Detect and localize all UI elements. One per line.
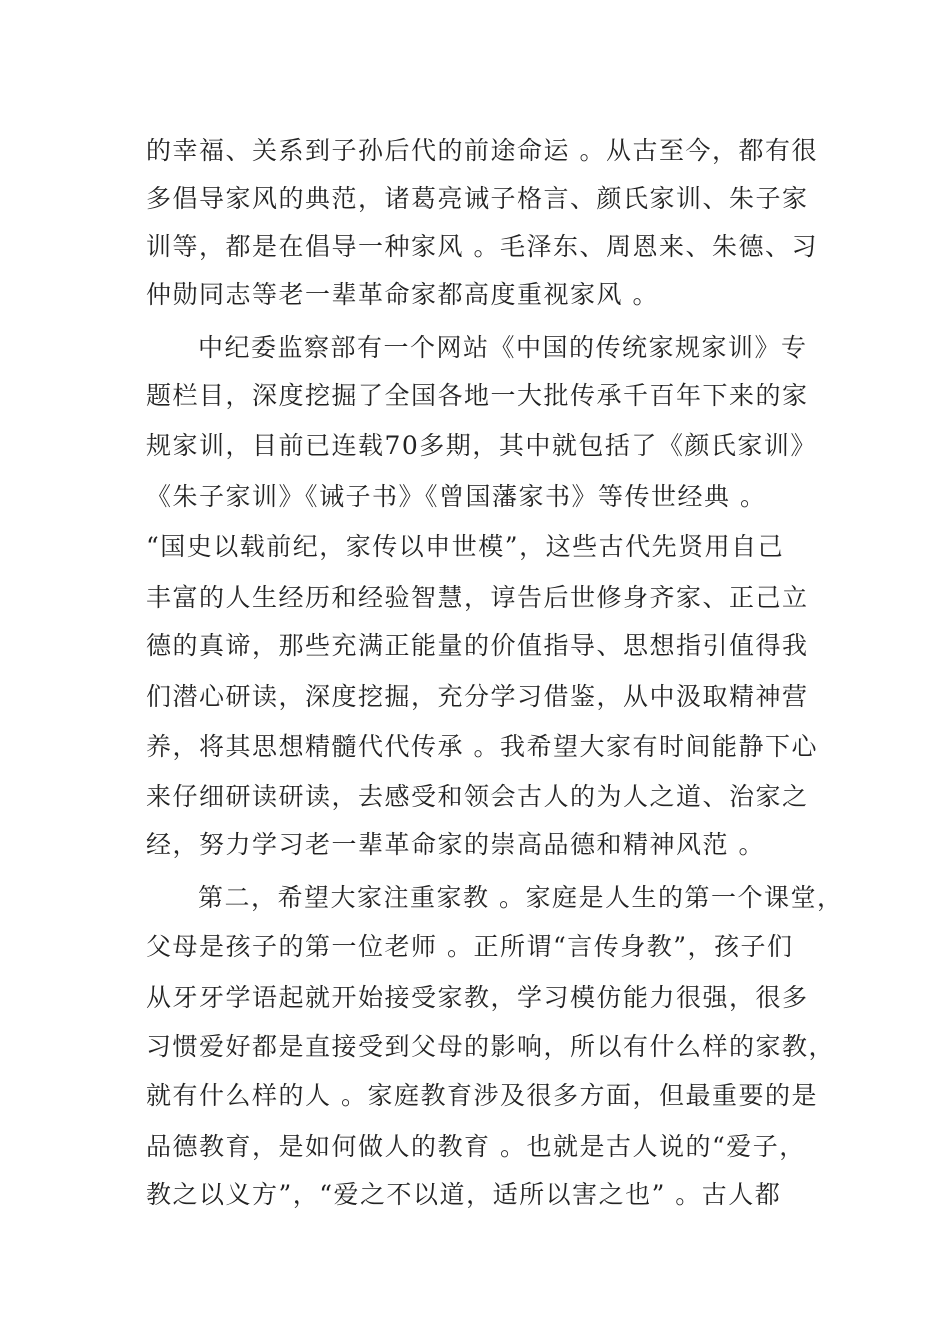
text-line: 训等，都是在倡导一种家风 。毛泽东、周恩来、朱德、习	[146, 232, 818, 261]
text-line: 来仔细研读研读，去感受和领会古人的为人之道、治家之	[146, 782, 809, 811]
text-line: 教之以义方”，“爱之不以道，适所以害之也” 。古人都	[146, 1180, 782, 1209]
text-line: 品德教育，是如何做人的教育 。也就是古人说的“爱子，	[146, 1132, 806, 1161]
text-line: 德的真谛，那些充满正能量的价值指导、思想指引值得我	[146, 631, 809, 660]
text-line: 父母是孩子的第一位老师 。正所谓“言传身教”，孩子们	[146, 932, 794, 961]
text-line: 丰富的人生经历和经验智慧，谆告后世修身齐家、正己立	[146, 583, 809, 612]
text-line: 题栏目，深度挖掘了全国各地一大批传承千百年下来的家	[146, 381, 809, 410]
text-line: 多倡导家风的典范，诸葛亮诫子格言、颜氏家训、朱子家	[146, 184, 809, 213]
text-line: 从牙牙学语起就开始接受家教，学习模仿能力很强，很多	[146, 983, 809, 1012]
text-line: 仲勋同志等老一辈革命家都高度重视家风 。	[146, 280, 659, 309]
paragraph-start-line: 中纪委监察部有一个网站《中国的传统家规家训》专	[198, 333, 808, 362]
text-line: 养，将其思想精髓代代传承 。我希望大家有时间能静下心	[146, 732, 818, 761]
text-line: 规家训，目前已连载70多期，其中就包括了《颜氏家训》	[146, 431, 817, 460]
text-line: 就有什么样的人 。家庭教育涉及很多方面，但最重要的是	[146, 1081, 818, 1110]
text-line: 《朱子家训》《诫子书》《曾国藩家书》等传世经典 。	[146, 482, 767, 511]
text-line: 习惯爱好都是直接受到父母的影响，所以有什么样的家教，	[146, 1032, 836, 1061]
text-line: “国史以载前纪，家传以申世模”，这些古代先贤用自己	[146, 532, 785, 561]
paragraph-start-line: 第二，希望大家注重家教 。家庭是人生的第一个课堂，	[198, 883, 844, 912]
text-line: 们潜心研读，深度挖掘，充分学习借鉴，从中汲取精神营	[146, 682, 809, 711]
text-line: 经，努力学习老一辈革命家的崇高品德和精神风范 。	[146, 830, 765, 859]
text-line: 的幸福、关系到子孙后代的前途命运 。从古至今，都有很	[146, 136, 818, 165]
